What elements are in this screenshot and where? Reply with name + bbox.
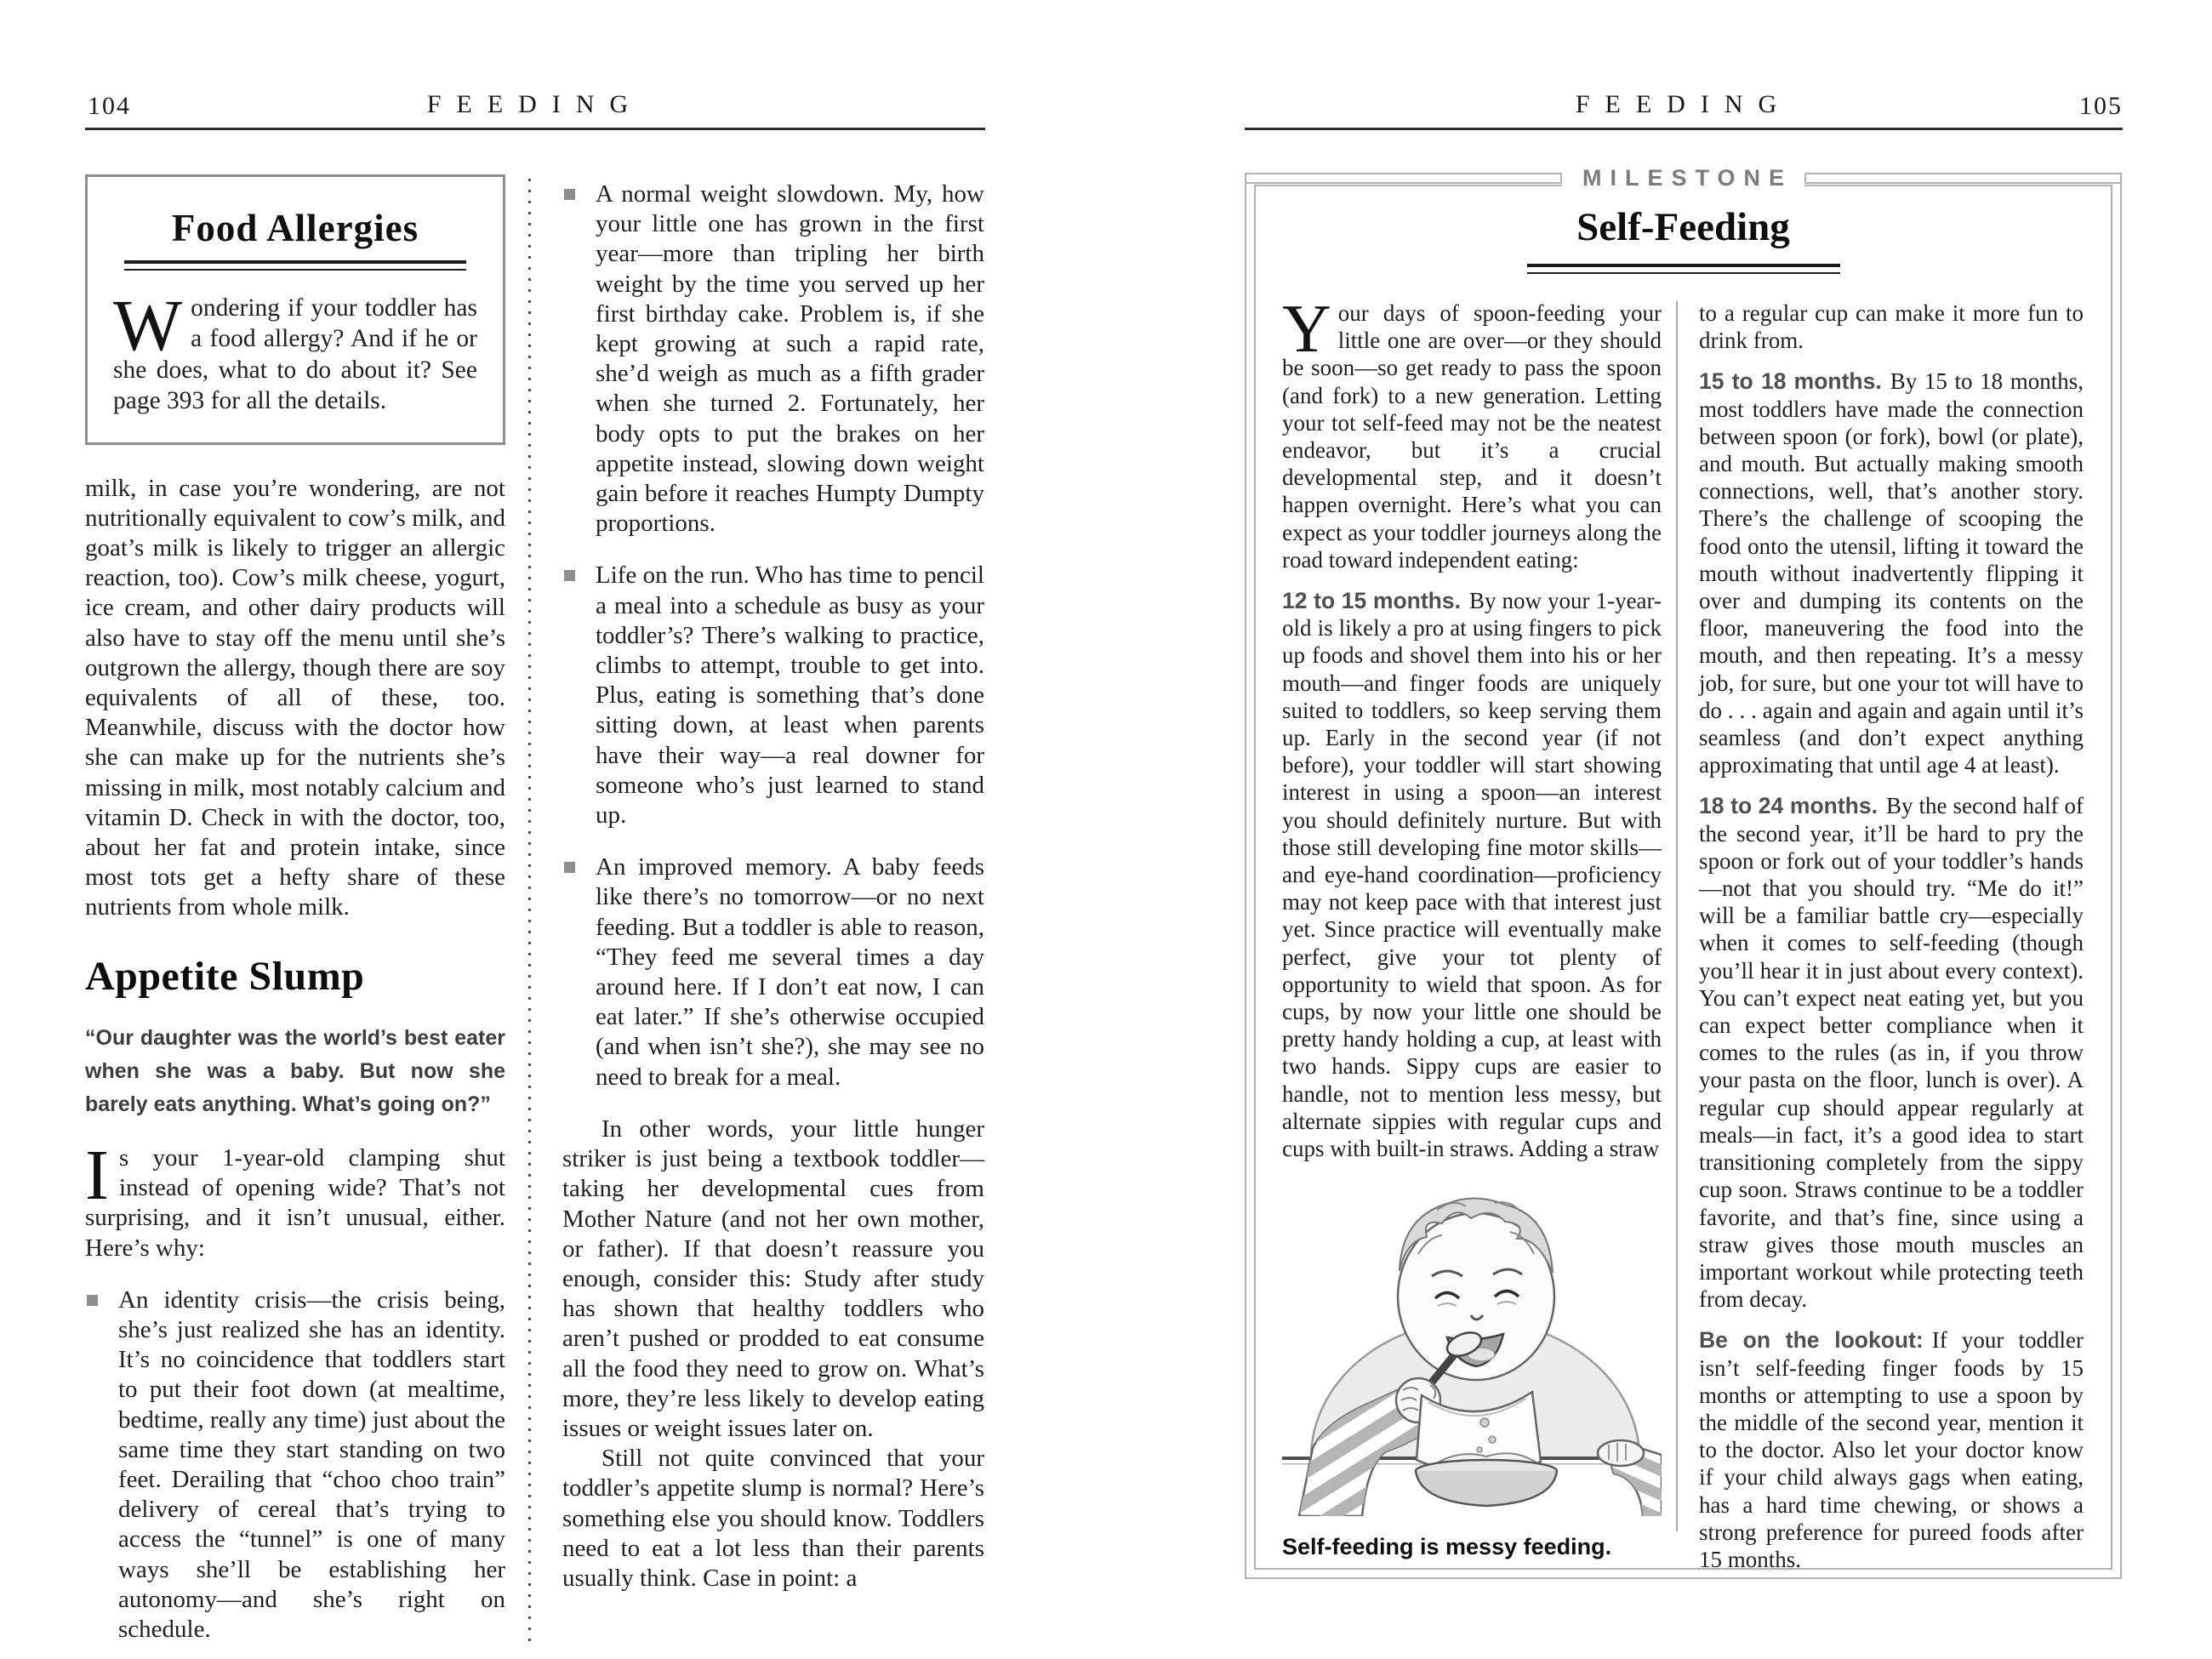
body-paragraph: Still not quite convinced that your toddler’s appetite slump is normal? Here’s something else you should know. Toddlers need to eat a lot less than their parents usually think. Case in point: a <box>562 1445 984 1592</box>
milestone-intro <box>1282 292 1662 573</box>
milestone-section-18-24 <box>1699 792 2084 1313</box>
answer-intro <box>85 1135 505 1263</box>
reader-question-quote: “Our daughter was the world’s best eater when she was a baby. But now she barely eats anything. What’s going on?” <box>85 1025 505 1116</box>
bullet-item <box>562 561 984 830</box>
bullet-text: An improved memory. A baby feeds like there’s no tomorrow—or no next feeding. But a toddler is able to reason, “They feed me several times a day around here. If I don’t eat now, I can eat later.” If she’s otherwise occupied (and when isn’t she?), she may see no need to break for a meal. <box>596 853 984 1091</box>
section-body: By now your 1-year-old is likely a pro at using fingers to pick up foods and shovel them into his or her mouth—and finger foods are uniquely suited to toddlers, so keep serving them up. Early in the second year (if not before), your toddler will start showing interest in using a spoon—an interest you should definitely nurture. But with those still developing fine motor skills—and eye-hand coordination—proficiency may not keep pace with that interest just yet. Since practice will eventually make perfect, give your tot plenty of opportunity to wield that spoon. As for cups, by now your little one should be pretty handy holding a cup, at least with two hands. Sippy cups are easier to handle, not to mention less messy, but alternate sippies with regular cups and cups with built-in straws. Adding a straw <box>1282 588 1662 1162</box>
self-feeding-figure <box>1282 1176 1662 1559</box>
left-page-column-1 <box>85 174 505 1645</box>
bullet-square-icon <box>564 862 575 873</box>
run-in-head: 15 to 18 months. <box>1699 368 1882 395</box>
bullet-item <box>85 1286 505 1645</box>
drop-cap-i: I <box>85 1135 109 1215</box>
self-feeding-illustration <box>1282 1176 1662 1516</box>
milestone-column-1 <box>1282 292 1662 1560</box>
page-number-left: 104 <box>88 92 131 120</box>
run-in-head: 18 to 24 months. <box>1699 793 1878 819</box>
title-double-rule <box>124 260 466 271</box>
left-page-column-2 <box>562 174 984 1593</box>
milestone-label: MILESTONE <box>1562 160 1804 196</box>
running-head-left: FEEDING <box>426 90 644 118</box>
figure-caption: Self-feeding is messy feeding. <box>1282 1533 1612 1559</box>
section-body: By 15 to 18 months, most toddlers have made the connection between spoon (or fork), bowl (or plate), and mouth. But actually making smooth connections, well, that’s another story. There’s the challenge of scooping the food onto the utensil, lifting it toward the mouth without inadvertently flipping it over and dumping its contents on the floor, maneuvering the food into the mouth, and then repeating. It’s a messy job, for sure, but one your tot will have to do . . . again and again and again until it’s seamless (and don’t expect anything approximating that until age 4 at least). <box>1699 368 2084 778</box>
running-head-right: FEEDING <box>1575 90 1793 118</box>
milestone-continuation: to a regular cup can make it more fun to drink from. <box>1699 300 2084 354</box>
run-in-head: Be on the lookout: <box>1699 1327 1924 1354</box>
bullet-item <box>562 180 984 539</box>
drop-cap-w: W <box>113 283 183 366</box>
box-title: Food Allergies <box>171 207 419 249</box>
section-heading: Appetite Slump <box>85 953 365 999</box>
milestone-bar-left <box>1245 173 1562 184</box>
food-allergies-box <box>85 174 505 445</box>
bullet-square-icon <box>87 1295 98 1306</box>
box-body-text: ondering if your toddler has a food allergy? And if he or she does, what to do about it? See page 393 for all the details. <box>113 294 477 414</box>
body-paragraph: In other words, your little hunger striker is just being a textbook toddler—taking her developmental cues from Mother Nature (and not her own mother, or father). If that doesn’t reassure you enough, consider this: Study after study has shown that healthy toddlers who aren’t pushed or prodded to eat consume all the food they need to grow on. What’s more, they’re less likely to develop eating issues or weight issues later on. <box>562 1115 984 1442</box>
bullet-text: Life on the run. Who has time to pencil a meal into a schedule as busy as your toddler’s? There’s walking to practice, climbs to attempt, trouble to get into. Plus, eating is something that’s done sitting down, at least when parents have their way—a real downer for someone who’s just learned to stand up. <box>596 562 984 830</box>
drop-cap-y: Y <box>1282 292 1331 367</box>
milestone-label-row <box>1245 160 2122 196</box>
milestone-intro-text: our days of spoon-feeding your little one are over—or they should be soon—so get ready to pass the spoon (and fork) to a new generation. Letting your tot self-feed may not be the neatest endeavor, but it’s a crucial developmental step, and it doesn’t happen overnight. Here’s what you can expect as your toddler journeys along the road toward independent eating: <box>1282 300 1662 573</box>
page-number-right: 105 <box>2079 92 2123 120</box>
bullet-square-icon <box>564 189 575 200</box>
bullet-square-icon <box>564 570 575 581</box>
milestone-section-15-18 <box>1699 368 2084 778</box>
milestone-lookout <box>1699 1326 2084 1573</box>
milestone-box <box>1245 165 2122 1579</box>
milestone-section-12-15 <box>1282 587 1662 1162</box>
milestone-column-divider <box>1676 301 1678 1531</box>
section-body: By the second half of the second year, it’ll be hard to pry the spoon or fork out of your toddler’s hands—not that you should try. “Me do it!” will be a familiar battle cry—especially when it comes to self-feeding (though you’ll hear it in just about every context). You can’t expect neat eating yet, but you can expect better compliance when it comes to the rules (as in, if you throw your pasta on the floor, lunch is over). A regular cup should appear regularly at meals—in fact, it’s a good idea to start transitioning completely from the sippy cup soon. Straws continue to be a toddler favorite, and that’s fine, since using a straw gives those mouth muscles an important workout while protecting teeth from decay. <box>1699 793 2084 1313</box>
milestone-column-2 <box>1699 299 2084 1573</box>
bullet-item <box>562 852 984 1092</box>
answer-intro-text: s your 1-year-old clamping shut instead of opening wide? That’s not surprising, and it isn’t unusual, either. Here’s why: <box>85 1143 505 1262</box>
bullet-text: A normal weight slowdown. My, how your little one has grown in the first year—more than tripling her birth weight by the time you served up her first birthday cake. Problem is, if she kept growing at such a rapid rate, she’d weigh as much as a fifth grader when she turned 2. Fortunately, her body opts to put the brakes on her appetite instead, slowing down weight gain before it reaches Humpty Dumpty proportions. <box>596 180 984 538</box>
milestone-title: Self-Feeding <box>1576 205 1790 249</box>
header-rule-right <box>1245 128 2123 130</box>
milestone-title-double-rule <box>1527 264 1840 274</box>
dotted-column-divider <box>528 179 531 1647</box>
bullet-text: An identity crisis—the crisis being, she’s just realized she has an identity. It’s no coincidence that toddlers start to put their foot down (at mealtime, bedtime, really any time) just about the same time they start standing on two feet. Derailing that “choo choo train” delivery of cereal that’s trying to access the “tunnel” is one of many ways she’ll be establishing her autonomy—and she’s right on schedule. <box>118 1286 506 1643</box>
milestone-bar-right <box>1804 173 2122 184</box>
section-body: If your toddler isn’t self-feeding finger foods by 15 months or attempting to use a spoon by the middle of the second year, mention it to the doctor. Also let your doctor know if your child always gags when eating, has a hard time chewing, or shows a strong preference for pureed foods after 15 months. <box>1699 1327 2084 1572</box>
continued-paragraph: milk, in case you’re wondering, are not nutritionally equivalent to cow’s milk, and goat’s milk is likely to trigger an allergic reaction, too). Cow’s milk cheese, yogurt, ice cream, and other dairy products will also have to stay off the menu until she’s outgrown the allergy, though there are soy equivalents of all of these, too. Meanwhile, discuss with the doctor how she can make up for the nutrients she’s missing in milk, most notably calcium and vitamin D. Check in with the doctor, too, about her fat and protein intake, since most tots get a hefty share of these nutrients from whole milk. <box>85 474 505 921</box>
run-in-head: 12 to 15 months. <box>1282 588 1461 614</box>
header-rule-left <box>85 128 985 130</box>
box-body <box>113 283 477 417</box>
